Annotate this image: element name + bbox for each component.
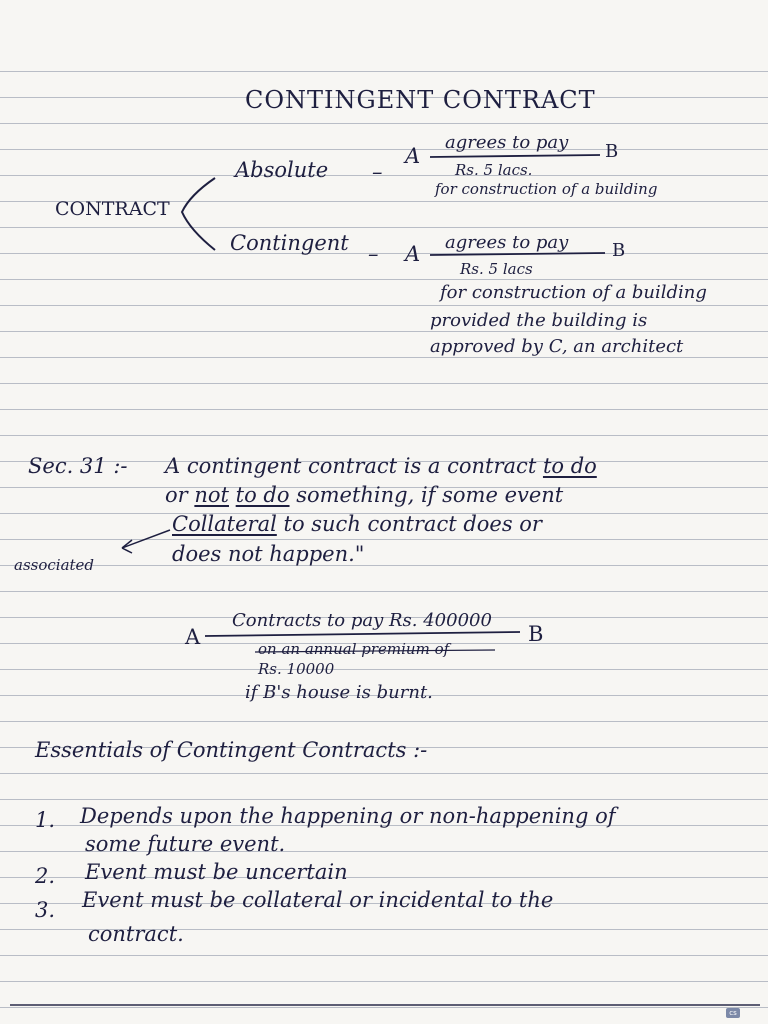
- associated-note: associated: [14, 556, 95, 574]
- definition-line3: [172, 514, 542, 535]
- absolute-agrees: agrees to pay: [445, 132, 569, 153]
- example-premium-amount: Rs. 10000: [258, 660, 335, 678]
- definition-to-do: to do: [542, 454, 597, 478]
- definition-line1: [165, 456, 597, 477]
- example-party-a: A: [185, 625, 201, 649]
- essential-1-number: 1.: [35, 808, 56, 832]
- associated-arrow: [122, 530, 170, 553]
- essential-3-number: 3.: [35, 898, 56, 922]
- absolute-dash: –: [372, 160, 383, 184]
- contingent-purpose-line3: approved by C, an architect: [430, 336, 684, 357]
- definition-line3-rest: to such contract does or: [283, 512, 542, 536]
- contingent-party-b: B: [612, 240, 626, 261]
- contingent-agrees: agrees to pay: [445, 232, 569, 253]
- contract-root-label: CONTRACT: [55, 198, 170, 220]
- definition-or: or: [165, 483, 188, 507]
- essential-2-line1: Event must be uncertain: [85, 860, 348, 884]
- page-title: CONTINGENT CONTRACT: [245, 86, 596, 114]
- contingent-purpose-line2: provided the building is: [430, 310, 648, 331]
- contract-brace: [182, 178, 215, 250]
- essential-1-line2: some future event.: [85, 832, 286, 856]
- scanner-badge: cs: [726, 1008, 740, 1018]
- essential-2-number: 2.: [35, 864, 56, 888]
- contingent-purpose-line1: for construction of a building: [440, 282, 707, 303]
- definition-to-do-2: to do: [235, 483, 290, 507]
- essential-3-line1: Event must be collateral or incidental to the: [82, 888, 554, 912]
- definition-line1-text: A contingent contract is a contract: [165, 454, 537, 478]
- contingent-arrow-line: [430, 253, 605, 255]
- absolute-arrow-line: [430, 155, 600, 157]
- definition-line2-rest: something, if some event: [296, 483, 564, 507]
- definition-line4: does not happen.": [172, 542, 365, 566]
- contingent-dash: –: [368, 242, 379, 266]
- essential-1-line1: Depends upon the happening or non-happening of: [80, 804, 616, 828]
- contingent-party-a: A: [405, 242, 421, 266]
- definition-line2: [165, 485, 563, 506]
- essentials-heading: Essentials of Contingent Contracts :-: [35, 738, 428, 762]
- essential-3-line2: contract.: [88, 922, 184, 946]
- section-ref: Sec. 31 :-: [28, 454, 128, 478]
- example-condition: if B's house is burnt.: [245, 682, 433, 703]
- absolute-party-b: B: [605, 141, 619, 162]
- example-premium: on an annual premium of: [258, 640, 450, 658]
- example-contract-text: Contracts to pay Rs. 400000: [232, 610, 492, 631]
- contingent-amount: Rs. 5 lacs: [460, 260, 533, 278]
- absolute-label: Absolute: [235, 158, 329, 182]
- example-arrow-line: [205, 632, 520, 636]
- absolute-purpose: for construction of a building: [435, 180, 658, 198]
- definition-not: not: [194, 483, 229, 507]
- contingent-label: Contingent: [230, 231, 349, 255]
- definition-collateral: Collateral: [172, 512, 277, 536]
- absolute-amount: Rs. 5 lacs.: [455, 161, 533, 179]
- example-party-b: B: [528, 622, 544, 646]
- absolute-party-a: A: [405, 144, 421, 168]
